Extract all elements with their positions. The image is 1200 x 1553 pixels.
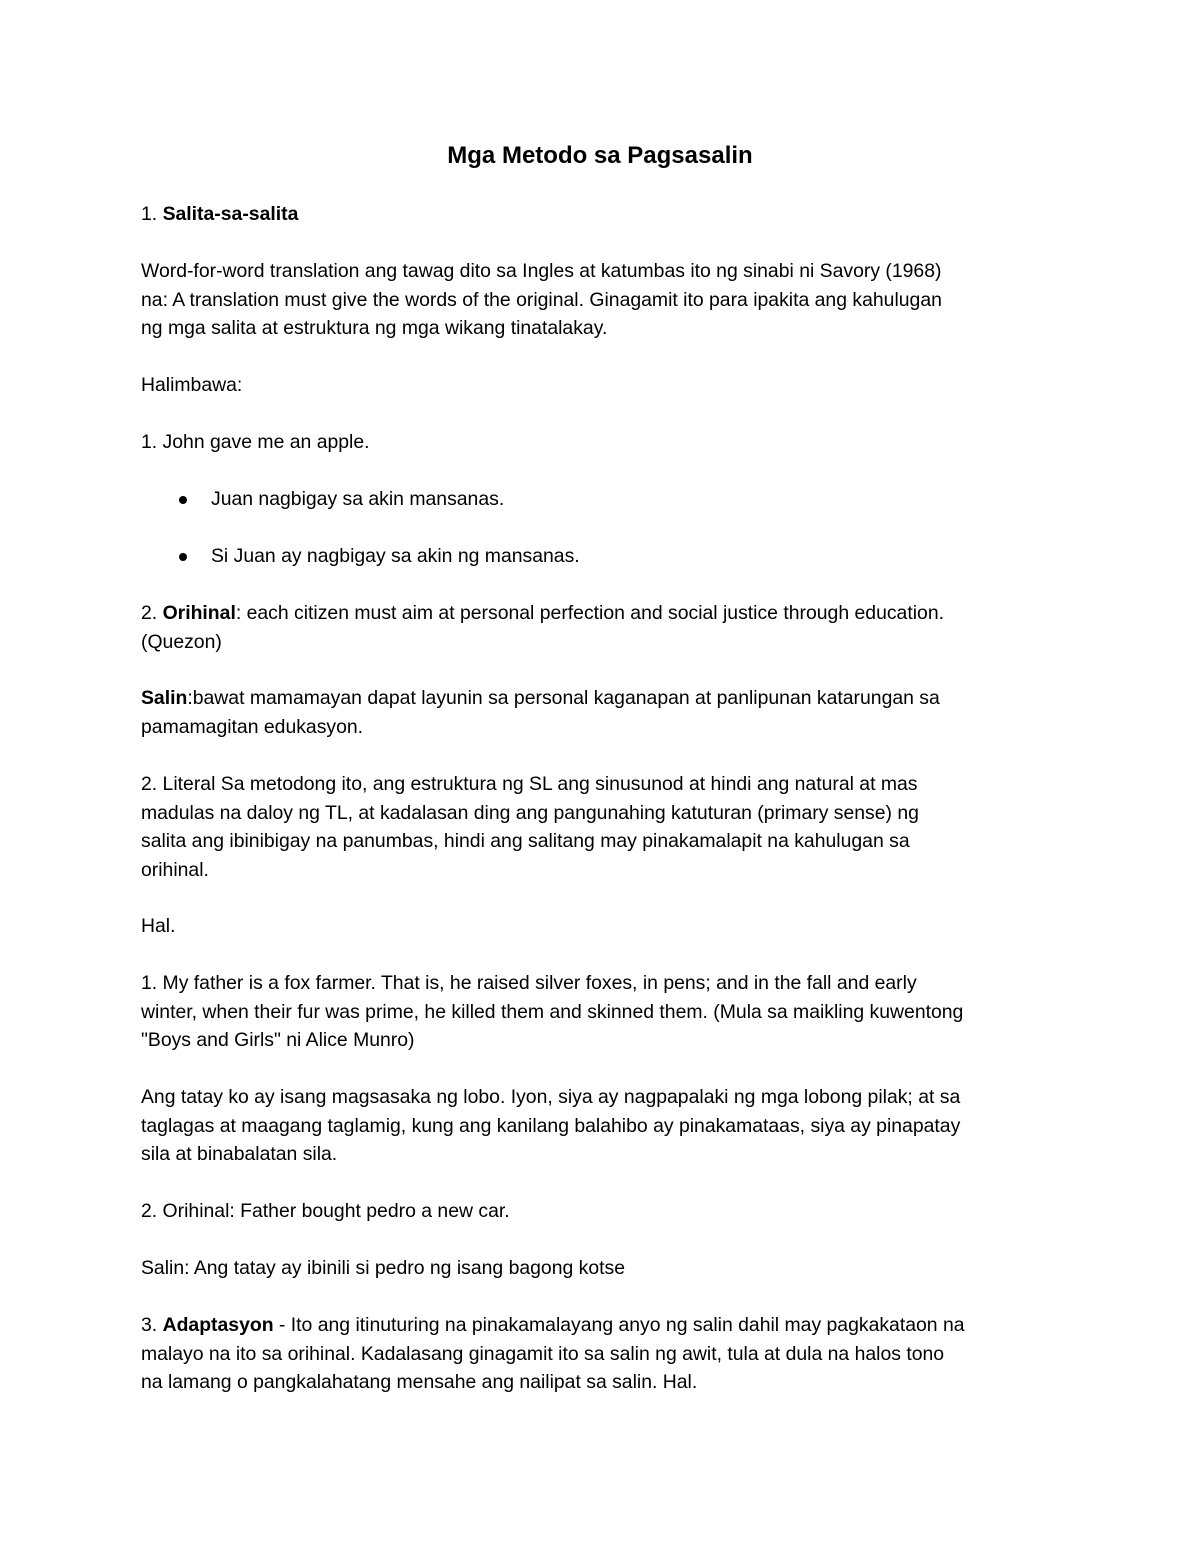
salin-text: :bawat mamamayan dapat layunin sa personal kaganapan at panlipunan katarungan sa: [187, 687, 940, 709]
paragraph-line: ng mga salita at estruktura ng mga wikang tinatalakay.: [141, 317, 608, 339]
paragraph-line: "Boys and Girls" ni Alice Munro): [141, 1029, 415, 1051]
bullet-text: Juan nagbigay sa akin mansanas.: [211, 488, 505, 510]
paragraph-line: Word-for-word translation ang tawag dito sa Ingles at katumbas ito ng sinabi ni Savory (1968): [141, 260, 942, 282]
orihinal-label: Orihinal: [162, 602, 236, 624]
paragraph-line: [141, 684, 1071, 713]
paragraph-line: winter, when their fur was prime, he killed them and skinned them. (Mula sa maikling kuwentong: [141, 1000, 964, 1023]
section-1-paragraph: [141, 257, 1071, 343]
paragraph-line: [141, 1311, 1071, 1340]
paragraph-line: sila at binabalatan sila.: [141, 1143, 338, 1165]
paragraph-line: madulas na daloy ng TL, at kadalasan ding ang pangunahing katuturan (primary sense) ng: [141, 801, 919, 824]
section-1-heading: [141, 200, 1071, 229]
section-2-paragraph: [141, 770, 1071, 884]
example-2-salin: Salin: Ang tatay ay ibinili si pedro ng isang bagong kotse: [141, 1257, 626, 1279]
example-2-orihinal: 2. Orihinal: Father bought pedro a new car.: [141, 1200, 510, 1222]
paragraph-line: na: A translation must give the words of the original. Ginagamit ito para ipakita ang kahulugan: [141, 288, 942, 311]
paragraph-line: malayo na ito sa orihinal. Kadalasang ginagamit ito sa salin ng awit, tula at dula na halos tono: [141, 1342, 945, 1365]
paragraph-line: [141, 599, 1071, 628]
paragraph-line: taglagas at maagang taglamig, kung ang kanilang balahibo ay pinakamataas, siya ay pinapatay: [141, 1114, 961, 1137]
section-3-title: Adaptasyon: [162, 1314, 274, 1336]
section-3-paragraph: [141, 1311, 1071, 1397]
document-title: Mga Metodo sa Pagsasalin: [447, 142, 753, 169]
section-3-text: - Ito ang itinuturing na pinakamalayang anyo ng salin dahil may pagkakataon na: [273, 1314, 965, 1336]
bullet-icon: [179, 496, 187, 504]
paragraph-line: orihinal.: [141, 858, 209, 881]
orihinal-text: : each citizen must aim at personal perfection and social justice through education.: [235, 602, 944, 624]
salin-paragraph: [141, 684, 1071, 741]
orihinal-paragraph: [141, 599, 1071, 656]
section-3-number: 3.: [141, 1314, 163, 1336]
paragraph-line: salita ang ibinibigay na panumbas, hindi ang salitang may pinakamalapit na kahulugan sa: [141, 830, 910, 852]
salin-label: Salin: [141, 687, 188, 709]
example-1-paragraph: [141, 969, 1071, 1055]
section-1-title: Salita-sa-salita: [162, 203, 299, 225]
bullet-icon: [179, 553, 187, 561]
paragraph-line: pamamagitan edukasyon.: [141, 715, 364, 738]
bullet-text: Si Juan ay nagbigay sa akin ng mansanas.: [211, 545, 580, 567]
paragraph-line: Ang tatay ko ay isang magsasaka ng lobo. Iyon, siya ay nagpapalaki ng mga lobong pilak; at sa: [141, 1086, 961, 1108]
orihinal-number: 2.: [141, 602, 163, 624]
paragraph-line: 2. Literal Sa metodong ito, ang estruktura ng SL ang sinusunod at hindi ang natural at mas: [141, 773, 918, 795]
paragraph-line: (Quezon): [141, 630, 222, 653]
paragraph-line: na lamang o pangkalahatang mensahe ang nailipat sa salin. Hal.: [141, 1371, 698, 1393]
example-sentence: 1. John gave me an apple.: [141, 431, 370, 453]
hal-label: Hal.: [141, 915, 176, 937]
paragraph-line: 1. My father is a fox farmer. That is, he raised silver foxes, in pens; and in the fall and early: [141, 972, 917, 994]
halimbawa-label: Halimbawa:: [141, 374, 243, 396]
section-1-number: 1.: [141, 203, 163, 225]
example-1-translation: [141, 1083, 1071, 1169]
